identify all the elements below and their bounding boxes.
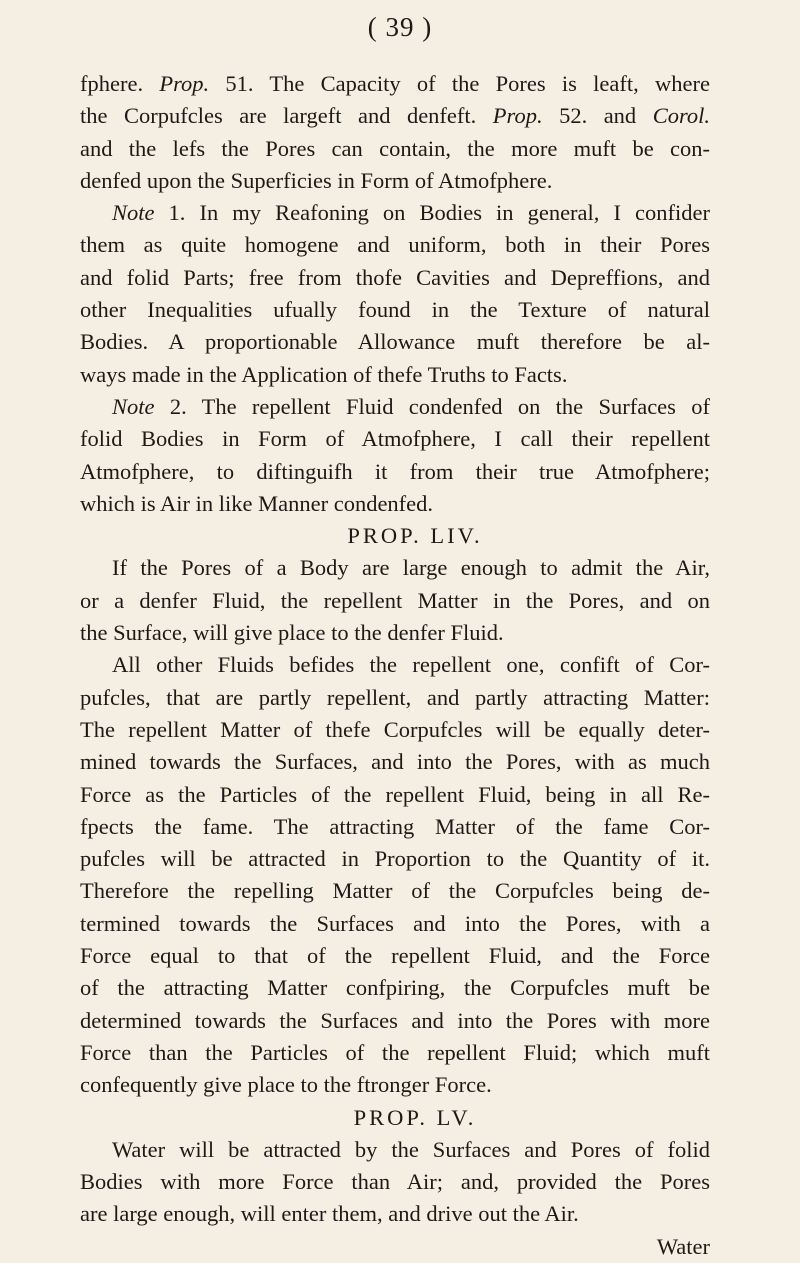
italic-reference: Note (112, 200, 155, 226)
text-segment: 2. The repellent Fluid condenfed on the Surfaces of (154, 393, 710, 419)
text-segment: denfed upon the Superficies in Form of Atmofphere. (80, 167, 553, 193)
text-line (80, 649, 710, 681)
text-line (80, 262, 710, 294)
text-line (80, 229, 710, 261)
text-line (80, 908, 710, 940)
text-segment: ways made in the Application of thefe Truths to Facts. (80, 361, 568, 387)
text-segment: and the lefs the Pores can contain, the more muft be con- (80, 135, 710, 161)
text-line (80, 1069, 710, 1101)
text-segment: mined towards the Surfaces, and into the Pores, with as much (80, 749, 710, 775)
text-line (80, 100, 710, 132)
text-segment: 1. In my Reafoning on Bodies in general, I confider (154, 200, 710, 226)
italic-reference: Prop. (159, 71, 210, 96)
text-segment: are large enough, will enter them, and drive out the Air. (80, 1201, 579, 1227)
text-segment: determined towards the Surfaces and into the Pores with more (80, 1007, 710, 1033)
text-segment: folid Bodies in Form of Atmofphere, I call their repellent (80, 426, 710, 452)
italic-reference: Corol. (652, 103, 710, 129)
text-line (80, 585, 710, 617)
text-line (80, 294, 710, 326)
text-line (80, 843, 710, 875)
page-number: ( 39 ) (367, 12, 433, 42)
italic-reference: Prop. (492, 103, 543, 129)
text-line (80, 391, 710, 423)
catchword (80, 1231, 710, 1263)
text-segment: Force as the Particles of the repellent Fluid, being in all Re- (80, 781, 710, 807)
text-segment: and folid Parts; free from thofe Cavities and Depreffions, and (80, 264, 710, 290)
text-line (80, 133, 710, 165)
text-line (80, 811, 710, 843)
text-line (80, 326, 710, 358)
text-segment: Atmofphere, to diftinguifh it from their true Atmofphere; (80, 458, 710, 484)
proposition-heading (80, 1102, 710, 1134)
proposition-heading (80, 520, 710, 552)
text-segment: Water (656, 1233, 710, 1259)
text-line (80, 1166, 710, 1198)
text-segment: of the attracting Matter confpiring, the Corpufcles muft be (80, 975, 710, 1001)
text-segment: the Corpufcles are largeft and denfeft. (80, 103, 493, 129)
italic-reference: Note (112, 393, 155, 419)
text-segment: pufcles will be attracted in Proportion to the Quantity of it. (80, 846, 710, 872)
text-segment: them as quite homogene and uniform, both in their Pores (80, 232, 710, 258)
text-segment: Force equal to that of the repellent Fluid, and the Force (80, 943, 710, 969)
text-line (80, 714, 710, 746)
text-segment: Bodies. A proportionable Allowance muft therefore be al- (80, 329, 710, 355)
text-line (80, 682, 710, 714)
text-segment: Therefore the repelling Matter of the Corpufcles being de- (80, 878, 710, 904)
text-segment: fpects the fame. The attracting Matter of the fame Cor- (80, 813, 710, 839)
text-segment: 52. and (542, 103, 653, 129)
text-segment: termined towards the Surfaces and into the Pores, with a (80, 910, 710, 936)
text-line (80, 1198, 710, 1230)
text-segment: PROP. LV. (353, 1104, 477, 1130)
text-line (80, 875, 710, 907)
text-segment: Force than the Particles of the repellent Fluid; which muft (80, 1039, 710, 1065)
text-segment: confequently give place to the ftronger Force. (80, 1072, 492, 1098)
text-line (80, 1037, 710, 1069)
text-segment: other Inequalities ufually found in the Texture of natural (80, 297, 710, 323)
text-line (80, 165, 710, 197)
text-line (80, 746, 710, 778)
body-text (80, 68, 710, 1263)
text-segment: If the Pores of a Body are large enough to admit the Air, (112, 555, 710, 581)
text-segment: PROP. LIV. (347, 523, 483, 549)
text-line (80, 1005, 710, 1037)
text-segment: All other Fluids befides the repellent one, confift of Cor- (112, 652, 710, 678)
text-line (80, 1134, 710, 1166)
text-segment: 51. The Capacity of the Pores is leaft, where (209, 71, 710, 96)
text-segment: Water will be attracted by the Surfaces and Pores of folid (112, 1136, 710, 1162)
text-segment: The repellent Matter of thefe Corpufcles will be equally deter- (80, 716, 710, 742)
text-segment: fphere. (80, 71, 160, 96)
text-line (80, 197, 710, 229)
text-line (80, 68, 710, 100)
text-line (80, 779, 710, 811)
text-line (80, 940, 710, 972)
text-line (80, 488, 710, 520)
text-line (80, 423, 710, 455)
text-segment: the Surface, will give place to the denfer Fluid. (80, 620, 504, 646)
text-segment: or a denfer Fluid, the repellent Matter in the Pores, and on (80, 587, 710, 613)
text-line (80, 456, 710, 488)
text-line (80, 972, 710, 1004)
text-line (80, 552, 710, 584)
text-line (80, 617, 710, 649)
text-segment: pufcles, that are partly repellent, and partly attracting Matter: (80, 684, 710, 710)
text-line (80, 359, 710, 391)
text-segment: Bodies with more Force than Air; and, provided the Pores (80, 1169, 710, 1195)
text-segment: which is Air in like Manner condenfed. (80, 490, 434, 516)
